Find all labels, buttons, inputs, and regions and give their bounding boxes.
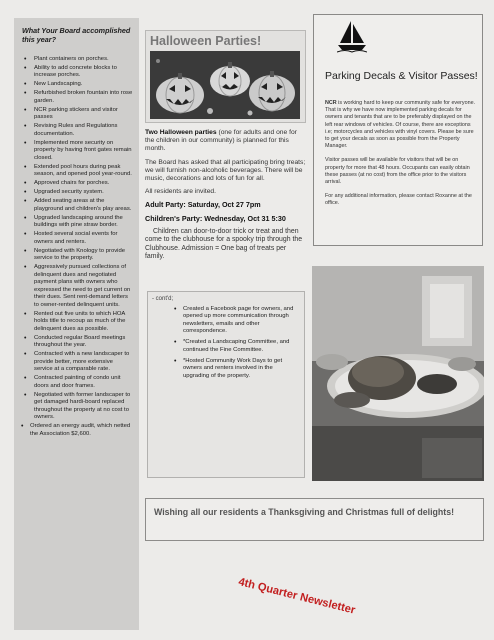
- list-item: • New Landscaping.: [22, 81, 133, 89]
- list-item: • Approved chairs for porches.: [22, 180, 133, 188]
- list-item: • Added seating areas at the playground and children's play areas.: [22, 198, 133, 213]
- accomplishments-list: [22, 56, 133, 439]
- halloween-paragraph: All residents are invited.: [145, 188, 216, 196]
- list-item: • *Hosted Community Work Days to get owners and renters involved in the upgrading of the property.: [174, 358, 300, 380]
- halloween-header-box: [145, 30, 306, 123]
- list-item: • Negotiated with Knology to provide service to the property.: [22, 248, 133, 263]
- holiday-wish-box: Wishing all our residents a Thanksgiving and Christmas full of delights!: [145, 498, 484, 541]
- list-item: • NCR parking stickers and visitor passes: [22, 107, 133, 122]
- parking-paragraph: For any additional information, please contact Roxanne at the office.: [325, 193, 472, 207]
- list-item: • Ordered an energy audit, which netted the Association $2,600.: [22, 423, 133, 438]
- list-item: • Plant containers on porches.: [22, 56, 133, 64]
- list-item: • Extended pool hours during peak season, and opened pool year-round.: [22, 164, 133, 179]
- accomplishments-title: What Your Board accomplished this year?: [22, 26, 131, 44]
- list-item: • Implemented more security on property by having front gates remain closed.: [22, 140, 133, 163]
- ncr-label: NCR: [325, 100, 337, 106]
- sailboat-logo-icon: [337, 19, 367, 53]
- halloween-title: Halloween Parties!: [150, 34, 262, 48]
- list-item: • Revising Rules and Regulations documentation.: [22, 123, 133, 138]
- continued-label: - cont'd;: [152, 296, 174, 302]
- list-item: • Refurbished broken fountain into rose garden.: [22, 90, 133, 105]
- continued-box: [147, 291, 305, 478]
- halloween-intro-bold: Two Halloween parties: [145, 129, 217, 136]
- list-item: • Upgraded landscaping around the buildings with pine straw border.: [22, 215, 133, 230]
- newsletter-label: 4th Quarter Newsletter: [237, 576, 357, 617]
- halloween-paragraph: The Board has asked that all participating bring treats; we will furnish non-alcoholic beverages. There will be music, decorations and lots of fun for all.: [145, 158, 306, 183]
- halloween-paragraph: Children can door-to-door trick or treat and then come to the clubhouse for a spooky trip through the Clubhouse. Admission = One bag of treats per family.: [145, 227, 303, 261]
- list-item: • Ability to add concrete blocks to increase porches.: [22, 65, 133, 80]
- parking-paragraph: Visitor passes will be available for visitors that will be on property for more that 48 hours. Occupants can easily obtain these passes (at no cost) from the office prior to the visitors arrival.: [325, 157, 470, 186]
- list-item: • Aggressively pursued collections of delinquent dues and negotiated payment plans with owners who expressed the need to get current on their dues. Sent rent-demand letters to owner-rented delinquent units.: [22, 264, 133, 309]
- accomplishments-panel: [14, 18, 139, 630]
- halloween-article: [145, 129, 307, 266]
- continued-list: [152, 306, 300, 380]
- parking-title: Parking Decals & Visitor Passes!: [325, 70, 478, 82]
- children-party-date: Children's Party: Wednesday, Oct 31 5:30: [145, 213, 286, 223]
- list-item: • Contracted painting of condo unit doors and door frames.: [22, 375, 133, 390]
- list-item: • Created a Facebook page for owners, and opened up more communication through newsletters, emails and other correspondence.: [174, 306, 300, 335]
- list-item: • *Created a Landscaping Committee, and continued the Fine Committee.: [174, 339, 300, 354]
- parking-article: [325, 100, 477, 215]
- list-item: • Rented out five units to which HOA holds title to recoup as much of the delinquent dues as possible.: [22, 311, 133, 334]
- parking-paragraph: is working hard to keep our community safe for everyone. That is why we have now implemented parking decals for owners and tenants that are to be preferably displayed on the left rear windows of vehicles. Of course, there are exceptions i.e; motorcycles and vehicles with vinyl covers. Please be sure to get your decals as soon as possible from the Property Manager.: [325, 100, 476, 150]
- list-item: • Contracted with a new landscaper to provide better, more extensive service at a comparable rate.: [22, 351, 133, 374]
- adult-party-date: Adult Party: Saturday, Oct 27 7pm: [145, 200, 261, 210]
- list-item: • Upgraded security system.: [22, 189, 133, 197]
- pumpkins-image: [150, 51, 300, 119]
- parking-box: [313, 14, 483, 246]
- list-item: • Negotiated with former landscaper to get damaged hardi-board replaced throughout the property at no cost to owners.: [22, 392, 133, 422]
- thanksgiving-photo: [312, 266, 484, 481]
- halloween-intro: (one for adults and one for the children in our community) is planned for this month.: [145, 129, 297, 153]
- list-item: • Hosted several social events for owners and renters.: [22, 231, 133, 246]
- list-item: • Conducted regular Board meetings throughout the year.: [22, 335, 133, 350]
